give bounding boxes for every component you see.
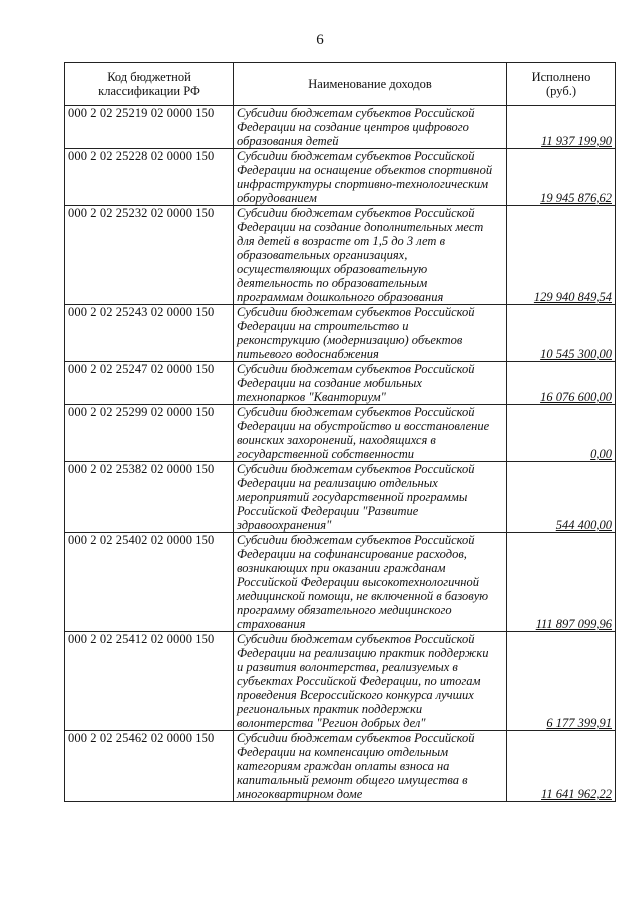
revenue-name-line: волонтерства "Регион добрых дел" — [237, 716, 426, 730]
table-row — [65, 632, 616, 731]
revenue-name-line: Субсидии бюджетам субъектов Российской — [237, 362, 475, 376]
executed-amount-cell: 129 940 849,54 — [507, 206, 616, 305]
revenue-name-line: программам дошкольного образования — [237, 290, 444, 304]
table-row — [65, 106, 616, 149]
revenue-name-line: категориям граждан оплаты взноса на — [237, 759, 450, 773]
revenue-name-line: субъектах Российской Федерации, по итогам — [237, 674, 481, 688]
revenue-name-line: капитальный ремонт общего имущества в — [237, 773, 468, 787]
executed-amount-cell: 16 076 600,00 — [507, 362, 616, 405]
revenue-name-line: осуществляющих образовательную — [237, 262, 428, 276]
revenue-name-cell — [234, 206, 507, 305]
revenue-name-line: и развития волонтерства, реализуемых в — [237, 660, 458, 674]
revenue-name-line: Российской Федерации высокотехнологичной — [237, 575, 480, 589]
budget-code-cell: 000 2 02 25219 02 0000 150 — [65, 106, 234, 149]
header-amount — [507, 63, 616, 106]
table-row — [65, 362, 616, 405]
revenue-name-line: многоквартирном доме — [237, 787, 363, 801]
revenue-name-line: образования детей — [237, 134, 339, 148]
executed-amount-cell: 19 945 876,62 — [507, 149, 616, 206]
revenue-name-line: Субсидии бюджетам субъектов Российской — [237, 405, 475, 419]
revenue-name-line: Федерации на создание дополнительных мест — [237, 220, 484, 234]
revenue-name-line: мероприятий государственной программы — [237, 490, 468, 504]
table-row — [65, 462, 616, 533]
revenue-name-line: образовательных организациях, — [237, 248, 408, 262]
revenue-name-cell — [234, 149, 507, 206]
executed-amount-cell: 0,00 — [507, 405, 616, 462]
budget-code-cell: 000 2 02 25247 02 0000 150 — [65, 362, 234, 405]
revenue-name-line: Субсидии бюджетам субъектов Российской — [237, 533, 475, 547]
revenue-name-line: Субсидии бюджетам субъектов Российской — [237, 462, 475, 476]
budget-code-cell: 000 2 02 25402 02 0000 150 — [65, 533, 234, 632]
executed-amount-cell: 6 177 399,91 — [507, 632, 616, 731]
revenue-name-line: Федерации на создание центров цифрового — [237, 120, 469, 134]
revenue-name-line: региональных практик поддержки — [237, 702, 423, 716]
budget-code-cell: 000 2 02 25243 02 0000 150 — [65, 305, 234, 362]
budget-code-cell: 000 2 02 25299 02 0000 150 — [65, 405, 234, 462]
header-name — [234, 63, 507, 106]
revenue-name-line: технопарков "Кванториум" — [237, 390, 386, 404]
revenue-name-line: Субсидии бюджетам субъектов Российской — [237, 731, 475, 745]
revenue-name-line: государственной собственности — [237, 447, 414, 461]
revenue-name-line: Субсидии бюджетам субъектов Российской — [237, 149, 475, 163]
revenue-name-line: Федерации на обустройство и восстановление — [237, 419, 490, 433]
budget-code-cell: 000 2 02 25232 02 0000 150 — [65, 206, 234, 305]
table-body — [65, 106, 616, 802]
revenue-name-line: Федерации на создание мобильных — [237, 376, 422, 390]
executed-amount-cell: 10 545 300,00 — [507, 305, 616, 362]
executed-amount-cell: 11 641 962,22 — [507, 731, 616, 802]
revenue-name-line: воинских захоронений, находящихся в — [237, 433, 436, 447]
table-row — [65, 149, 616, 206]
executed-amount-cell: 111 897 099,96 — [507, 533, 616, 632]
revenue-name-cell — [234, 731, 507, 802]
header-code-line: Код бюджетной — [107, 70, 191, 84]
revenue-name-line: возникающих при оказании гражданам — [237, 561, 446, 575]
budget-code-cell: 000 2 02 25412 02 0000 150 — [65, 632, 234, 731]
revenue-name-line: Федерации на строительство и — [237, 319, 409, 333]
revenue-name-line: Федерации на софинансирование расходов, — [237, 547, 467, 561]
header-amount-line: (руб.) — [546, 84, 576, 98]
revenue-name-cell — [234, 362, 507, 405]
revenue-name-cell — [234, 106, 507, 149]
revenue-name-line: оборудованием — [237, 191, 317, 205]
table-row — [65, 206, 616, 305]
revenue-name-cell — [234, 533, 507, 632]
revenue-name-line: медицинской помощи, не включенной в базовую — [237, 589, 489, 603]
revenue-name-line: Субсидии бюджетам субъектов Российской — [237, 305, 475, 319]
header-code-line: классификации РФ — [98, 84, 200, 98]
revenue-name-line: Субсидии бюджетам субъектов Российской — [237, 206, 475, 220]
revenue-name-cell — [234, 405, 507, 462]
revenue-name-line: Федерации на оснащение объектов спортивной — [237, 163, 493, 177]
header-amount-line: Исполнено — [531, 70, 591, 84]
executed-amount-cell: 11 937 199,90 — [507, 106, 616, 149]
revenue-name-line: Федерации на реализацию практик поддержки — [237, 646, 489, 660]
header-name-line: Наименование доходов — [308, 77, 432, 91]
table-row — [65, 533, 616, 632]
budget-code-cell: 000 2 02 25228 02 0000 150 — [65, 149, 234, 206]
revenue-name-line: Федерации на реализацию отдельных — [237, 476, 438, 490]
table-header-row — [65, 63, 616, 106]
executed-amount-cell: 544 400,00 — [507, 462, 616, 533]
revenue-name-line: инфраструктуры спортивно-технологическим — [237, 177, 489, 191]
revenue-name-line: для детей в возрасте от 1,5 до 3 лет в — [237, 234, 445, 248]
revenue-name-cell — [234, 632, 507, 731]
revenue-name-line: проведения Всероссийского конкурса лучших — [237, 688, 474, 702]
revenue-name-line: Субсидии бюджетам субъектов Российской — [237, 106, 475, 120]
page-number: 6 — [316, 32, 324, 48]
table-row — [65, 305, 616, 362]
table-row — [65, 731, 616, 802]
budget-code-cell: 000 2 02 25382 02 0000 150 — [65, 462, 234, 533]
revenue-name-line: Российской Федерации "Развитие — [237, 504, 419, 518]
revenue-name-line: Субсидии бюджетам субъектов Российской — [237, 632, 475, 646]
revenue-name-line: здравоохранения" — [237, 518, 332, 532]
table-row — [65, 405, 616, 462]
revenue-name-line: реконструкцию (модернизацию) объектов — [237, 333, 463, 347]
header-code — [65, 63, 234, 106]
revenue-name-line: программу обязательного медицинского — [237, 603, 452, 617]
budget-code-cell: 000 2 02 25462 02 0000 150 — [65, 731, 234, 802]
revenue-name-line: деятельность по образовательным — [237, 276, 428, 290]
revenue-name-line: питьевого водоснабжения — [237, 347, 379, 361]
revenue-name-cell — [234, 462, 507, 533]
revenue-name-line: Федерации на компенсацию отдельным — [237, 745, 449, 759]
revenue-name-line: страхования — [237, 617, 306, 631]
revenue-name-cell — [234, 305, 507, 362]
revenue-table — [64, 62, 616, 802]
